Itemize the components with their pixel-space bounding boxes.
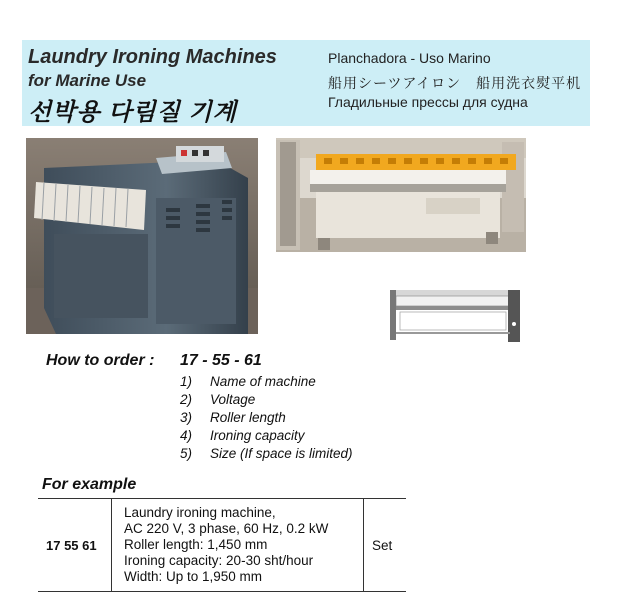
order-fields-list xyxy=(180,374,353,464)
machine-photo-flatwork xyxy=(276,138,526,252)
table-bottom-rule xyxy=(38,591,406,592)
order-field-item: 2) Voltage xyxy=(180,392,256,407)
example-unit: Set xyxy=(372,538,393,553)
order-field-item: 4) Ironing capacity xyxy=(180,428,305,443)
column-divider xyxy=(363,498,364,592)
machine-photo-large xyxy=(26,138,258,334)
order-code: 17 - 55 - 61 xyxy=(180,352,262,369)
subtitle-japanese-chinese: 船用シーツアイロン 船用洗衣熨平机 xyxy=(328,75,582,91)
subtitle-russian: Гладильные прессы для судна xyxy=(328,94,528,110)
example-code: 17 55 61 xyxy=(46,538,97,553)
order-field-item: 1) Name of machine xyxy=(180,374,316,389)
title-english-line2: for Marine Use xyxy=(28,71,147,90)
order-field-item: 5) Size (If space is limited) xyxy=(180,446,353,461)
for-example-label: For example xyxy=(42,476,137,493)
order-field-item: 3) Roller length xyxy=(180,410,286,425)
table-top-rule xyxy=(38,498,406,499)
example-table xyxy=(38,498,406,592)
example-description: Laundry ironing machine, AC 220 V, 3 phase, 60 Hz, 0.2 kW Roller length: 1,450 mm Ironing capacity: 20-30 sht/hour Width: Up to 1,950 mm xyxy=(124,505,329,584)
machine-photo-small xyxy=(386,284,524,346)
title-korean: 선박용 다림질 기계 xyxy=(28,99,237,126)
subtitle-spanish: Planchadora - Uso Marino xyxy=(328,50,491,66)
title-banner xyxy=(22,40,590,126)
column-divider xyxy=(111,498,112,592)
how-to-order-label: How to order : xyxy=(46,352,155,369)
title-english: Laundry Ironing Machines xyxy=(28,46,277,68)
